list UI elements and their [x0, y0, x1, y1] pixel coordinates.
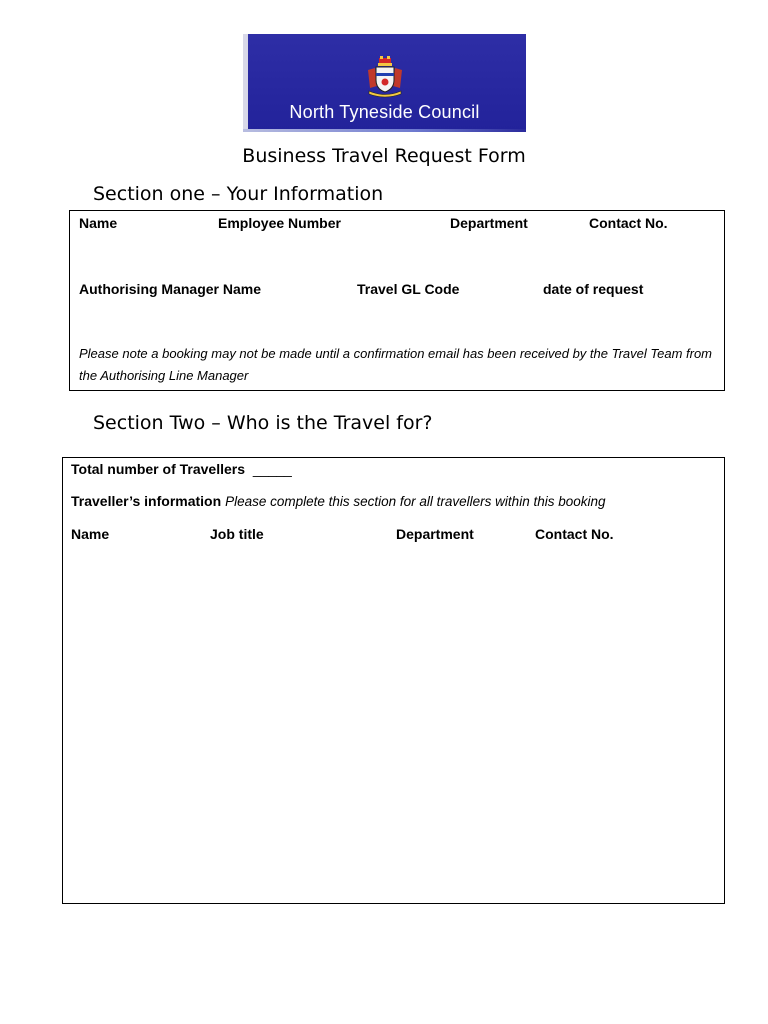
travellers-information-row — [71, 493, 606, 509]
department-field-label: Department — [450, 215, 528, 231]
logo-underline — [243, 129, 526, 132]
council-crest-icon — [365, 56, 405, 98]
traveller-details-box — [62, 457, 725, 904]
date-of-request-field-label: date of request — [543, 281, 644, 297]
booking-confirmation-note: Please note a booking may not be made until a confirmation email has been received by the Travel Team from the Authorising Line Manager — [79, 346, 713, 383]
employee-number-field-label: Employee Number — [218, 215, 341, 231]
name-field-label: Name — [79, 215, 118, 231]
traveller-contact-column: Contact No. — [535, 526, 614, 542]
traveller-department-column: Department — [396, 526, 474, 542]
traveller-job-title-column: Job title — [210, 526, 264, 542]
section-two-heading: Section Two – Who is the Travel for? — [93, 412, 433, 434]
council-logo — [243, 34, 526, 132]
travel-gl-code-field-label: Travel GL Code — [357, 281, 460, 297]
your-information-box — [69, 210, 725, 391]
traveller-name-column: Name — [71, 526, 110, 542]
travellers-information-label: Traveller’s information — [71, 493, 222, 509]
travellers-information-hint: Please complete this section for all travellers within this booking — [225, 494, 606, 509]
total-travellers-row — [71, 461, 292, 477]
logo-text: North Tyneside Council — [289, 102, 480, 122]
form-title: Business Travel Request Form — [242, 145, 526, 167]
total-travellers-blank: _____ — [252, 461, 292, 477]
authorising-manager-field-label: Authorising Manager Name — [79, 281, 262, 297]
section-one-heading: Section one – Your Information — [93, 183, 384, 205]
total-travellers-label: Total number of Travellers — [71, 461, 246, 477]
contact-number-field-label: Contact No. — [589, 215, 668, 231]
